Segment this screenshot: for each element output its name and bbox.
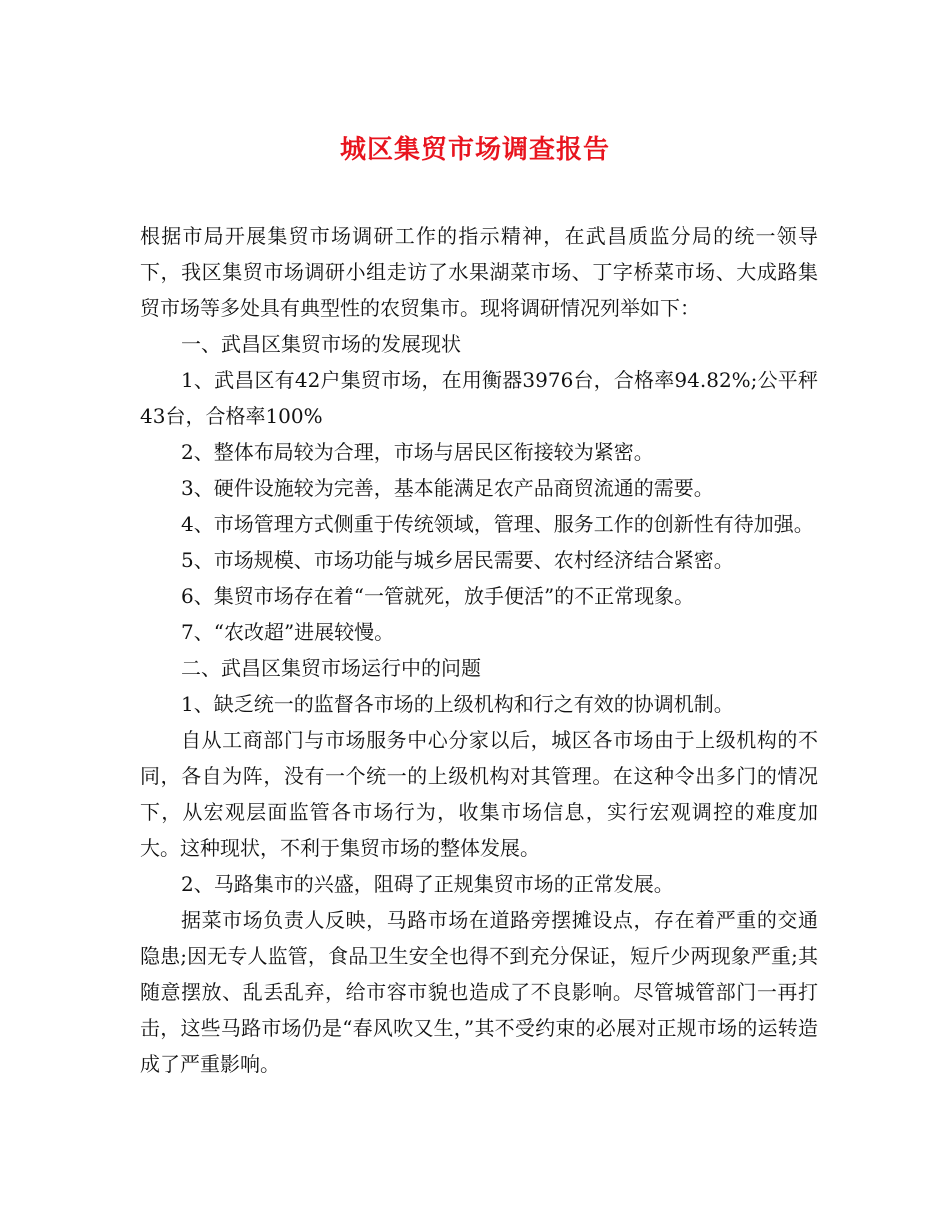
paragraph-item: 4、市场管理方式侧重于传统领域，管理、服务工作的创新性有待加强。	[181, 512, 814, 536]
paragraph-item: 7、“农改超”进展较慢。	[181, 620, 395, 644]
document-body	[140, 218, 818, 1082]
paragraph-body: 据菜市场负责人反映，马路市场在道路旁摆摊设点，存在着严重的交通隐患;因无专人监管，食品卫生安全也得不到充分保证，短斤少两现象严重;其随意摆放、乱丢乱弃，给市容市貌也造成了不良影响。尽管城管部门一再打击，这些马路市场仍是“春风吹又生，”其不受约束的必展对正规市场的运转造成了严重影响。	[140, 908, 818, 1076]
paragraph-item: 2、马路集市的兴盛，阻碍了正规集贸市场的正常发展。	[181, 872, 674, 896]
document-title: 城区集贸市场调查报告	[339, 135, 610, 165]
section-heading-problems: 二、武昌区集贸市场运行中的问题	[181, 656, 481, 680]
paragraph-body: 自从工商部门与市场服务中心分家以后，城区各市场由于上级机构的不同，各自为阵，没有一个统一的上级机构对其管理。在这种令出多门的情况下，从宏观层面监管各市场行为，收集市场信息，实行宏观调控的难度加大。这种现状，不利于集贸市场的整体发展。	[140, 728, 818, 860]
paragraph-item: 6、集贸市场存在着“一管就死，放手便活”的不正常现象。	[181, 584, 695, 608]
paragraph-item: 1、武昌区有42户集贸市场，在用衡器3976台，合格率94.82%;公平秤43台，合格率100%	[140, 368, 818, 428]
paragraph-item: 2、整体布局较为合理，市场与居民区衔接较为紧密。	[181, 440, 654, 464]
paragraph-intro: 根据市局开展集贸市场调研工作的指示精神，在武昌质监分局的统一领导下，我区集贸市场调研小组走访了水果湖菜市场、丁字桥菜市场、大成路集贸市场等多处具有典型性的农贸集市。现将调研情况列举如下：	[140, 224, 818, 320]
paragraph-item: 1、缺乏统一的监督各市场的上级机构和行之有效的协调机制。	[181, 692, 734, 716]
paragraph-item: 5、市场规模、市场功能与城乡居民需要、农村经济结合紧密。	[181, 548, 734, 572]
section-heading-status: 一、武昌区集贸市场的发展现状	[181, 332, 461, 356]
paragraph-item: 3、硬件设施较为完善，基本能满足农产品商贸流通的需要。	[181, 476, 714, 500]
